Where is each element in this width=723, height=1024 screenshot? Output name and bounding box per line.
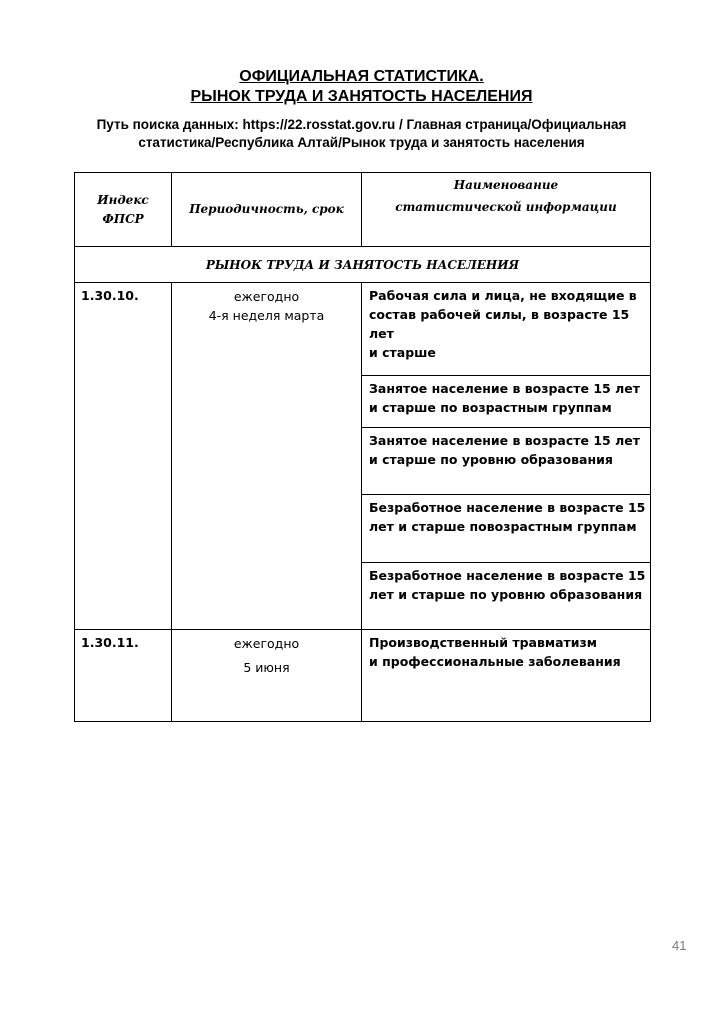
indicator-name: Безработное население в возрасте 15 лет и старше повозрастным группам: [362, 495, 651, 563]
indicator-name: Производственный травматизм и профессиональные заболевания: [362, 630, 651, 722]
header-periodicity: Периодичность, срок: [172, 173, 362, 247]
indicator-name: Занятое население в возрасте 15 лет и старше по уровню образования: [362, 428, 651, 495]
periodicity-cell: ежегодно 4-я неделя марта: [172, 283, 362, 630]
page-title: [0, 67, 723, 107]
statistics-table: [74, 172, 651, 722]
periodicity-cell: ежегодно 5 июня: [172, 630, 362, 722]
section-row: [75, 247, 651, 283]
title-line-1: ОФИЦИАЛЬНАЯ СТАТИСТИКА.: [239, 68, 484, 85]
indicator-name: Безработное население в возрасте 15 лет и старше по уровню образования: [362, 563, 651, 630]
section-title: РЫНОК ТРУДА И ЗАНЯТОСТЬ НАСЕЛЕНИЯ: [75, 247, 651, 283]
indicator-name: Занятое население в возрасте 15 лет и старше по возрастным группам: [362, 376, 651, 428]
search-path: [40, 116, 683, 152]
header-name: Наименование статистической информации: [362, 173, 651, 247]
page-number: 41: [672, 938, 687, 953]
title-line-2: РЫНОК ТРУДА И ЗАНЯТОСТЬ НАСЕЛЕНИЯ: [190, 88, 533, 105]
table-row: [75, 283, 651, 376]
search-path-line-1: Путь поиска данных: https://22.rosstat.gov.ru / Главная страница/Официальная: [96, 117, 627, 132]
search-path-line-2: статистика/Республика Алтай/Рынок труда и занятость населения: [138, 135, 585, 150]
table-row: [75, 630, 651, 722]
fpsr-index: 1.30.10.: [75, 283, 172, 630]
header-index: Индекс ФПСР: [75, 173, 172, 247]
fpsr-index: 1.30.11.: [75, 630, 172, 722]
table-header-row: [75, 173, 651, 247]
indicator-name: Рабочая сила и лица, не входящие в состав рабочей силы, в возрасте 15 лет и старше: [362, 283, 651, 376]
